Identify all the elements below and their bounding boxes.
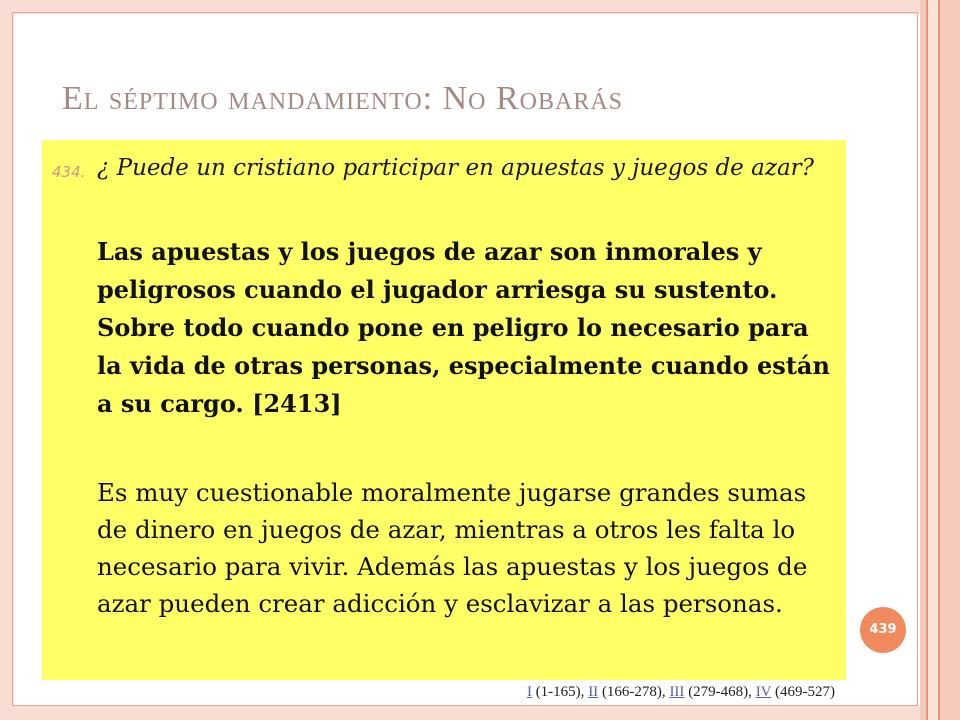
slide-title: El séptimo mandamiento: No Robarás [62,80,624,117]
footer-range-part-4: (469-527) [775,684,835,700]
page-number-badge: 439 [860,607,906,653]
footer-range-part-2: (166-278), [601,684,666,700]
right-stripe [928,0,938,720]
footer-range-part-1: (1-165), [535,684,585,700]
frame-bottom-border [0,706,920,720]
right-stripe [940,0,960,720]
footer-navigation [527,684,835,701]
footer-link-part-1[interactable]: I [526,684,532,700]
footer-link-part-3[interactable]: III [669,684,685,700]
footer-link-part-4[interactable]: IV [755,684,772,700]
question-text: ¿ Puede un cristiano participar en apuestas y juegos de azar? [97,155,814,181]
answer-text: Las apuestas y los juegos de azar son inmorales y peligrosos cuando el jugador arriesga su sustento. Sobre todo cuando pone en peligro lo necesario para la vida de otras personas, especialmente cuando están a su cargo. [2413] [97,237,830,418]
comment-text: Es muy cuestionable moralmente jugarse grandes sumas de dinero en juegos de azar, mientras a otros les falta lo necesario para vivir. Además las apuestas y los juegos de azar pueden crear adicción y esclavizar a las personas. [97,478,808,618]
footer-link-part-2[interactable]: II [588,684,599,700]
question-number: 434. [52,163,86,181]
footer-range-part-3: (279-468), [688,684,752,700]
